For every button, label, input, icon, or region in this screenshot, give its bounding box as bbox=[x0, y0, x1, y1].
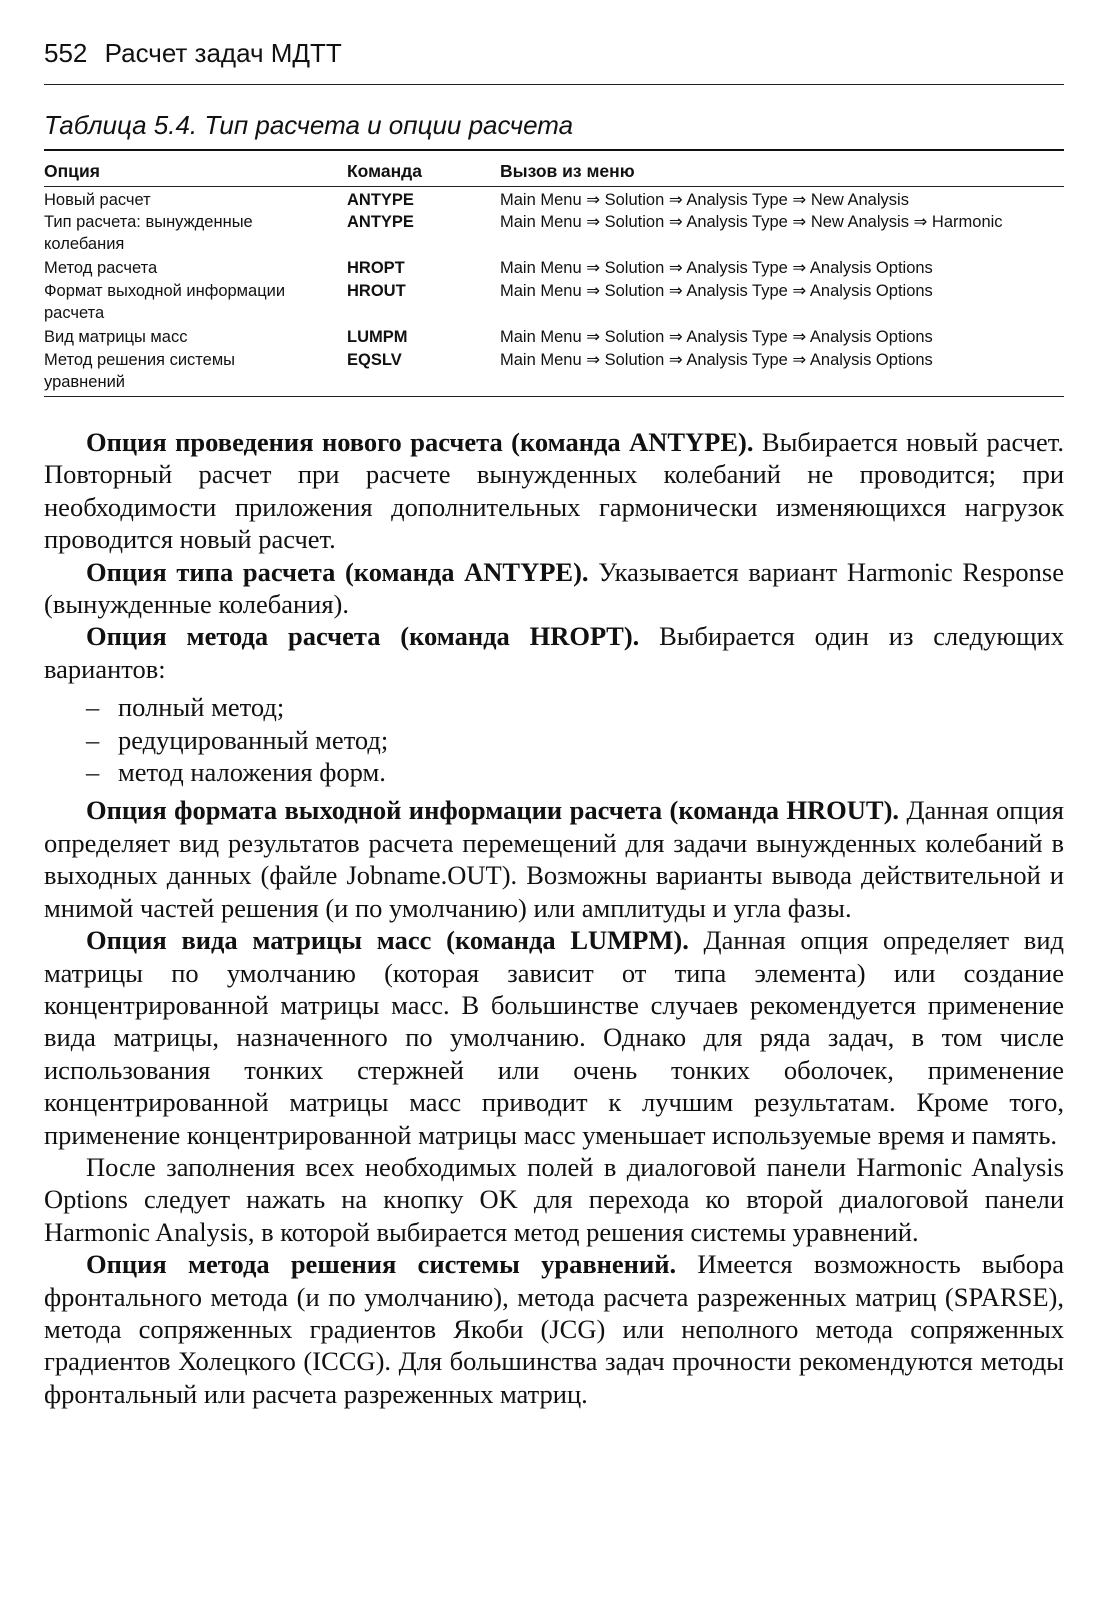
paragraph-method: Опция метода расчета (команда HROPT). Выбирается один из следующих вариантов: bbox=[44, 621, 1064, 684]
table-cell-menu: Main Menu ⇒ Solution ⇒ Analysis Type ⇒ Analysis Options bbox=[500, 328, 933, 346]
paragraph-output-format: Опция формата выходной информации расчета (команда HROUT). Данная опция определяет вид результатов расчета перемещений для задачи вынужденных колебаний в выходных данных (файле Jobname.OUT). Возможны варианты вывода действительной и мнимой частей решения (и по умолчанию) или амплитуды и угла фазы. bbox=[44, 795, 1064, 923]
paragraph-new-analysis: Опция проведения нового расчета (команда ANTYPE). Выбирается новый расчет. Повторный расчет при расчете вынужденных колебаний не проводится; при необходимости приложения дополнительных гармонически изменяющихся нагрузок проводится новый расчет. bbox=[44, 427, 1064, 555]
table-cell-command: EQSLV bbox=[347, 351, 402, 369]
paragraph-dialog: После заполнения всех необходимых полей в диалоговой панели Harmonic Analysis Options следует нажать на кнопку OK для перехода ко второй диалоговой панели Harmonic Analysis, в которой выбирается метод решения системы уравнений. bbox=[44, 1151, 1064, 1247]
running-header bbox=[44, 38, 1064, 82]
paragraph-heading: Опция проведения нового расчета (команда ANTYPE). bbox=[86, 427, 754, 457]
table-cell-menu: Main Menu ⇒ Solution ⇒ Analysis Type ⇒ Analysis Options bbox=[500, 282, 933, 300]
page-number: 552 bbox=[44, 38, 88, 68]
table-header-command: Команда bbox=[347, 161, 422, 181]
list-item: – полный метод; bbox=[86, 692, 285, 723]
running-title: Расчет задач МДТТ bbox=[104, 38, 342, 68]
paragraph-analysis-type: Опция типа расчета (команда ANTYPE). Указывается вариант Harmonic Response (вынужденные колебания). bbox=[44, 556, 1065, 620]
table-cell-command: LUMPM bbox=[347, 328, 408, 346]
table-header-rule bbox=[44, 186, 1064, 187]
header-rule bbox=[44, 84, 1064, 85]
paragraph-heading: Опция метода решения системы уравнений. bbox=[86, 1249, 677, 1280]
paragraph-heading: Опция формата выходной информации расчета (команда HROUT). bbox=[86, 795, 900, 826]
table-cell-menu: Main Menu ⇒ Solution ⇒ Analysis Type ⇒ Analysis Options bbox=[500, 259, 933, 277]
method-list bbox=[44, 691, 1064, 788]
list-item: – метод наложения форм. bbox=[86, 757, 386, 788]
paragraph-mass-matrix: Опция вида матрицы масс (команда LUMPM). Данная опция определяет вид матрицы по умолчанию (которая зависит от типа элемента) или создание концентрированной матрицы масс. В большинстве случаев рекомендуется применение вида матрицы, назначенного по умолчанию. Однако для ряда задач, в том числе использования тонких стержней или очень тонких оболочек, применение концентрированной матрицы масс приводит к лучшим результатам. Кроме того, применение концентрированной матрицы масс уменьшает используемые время и память. bbox=[44, 925, 1064, 1150]
table-cell-menu: Main Menu ⇒ Solution ⇒ Analysis Type ⇒ New Analysis ⇒ Harmonic bbox=[500, 213, 1003, 231]
body-text bbox=[44, 426, 1064, 1410]
table-cell-option: Вид матрицы масс bbox=[44, 328, 188, 346]
table-cell-option: Метод расчета bbox=[44, 259, 158, 277]
table-cell-option: Новый расчет bbox=[44, 191, 151, 209]
table-cell-command: HROUT bbox=[347, 282, 406, 300]
table-cell-command: ANTYPE bbox=[347, 191, 414, 209]
table-cell-menu: Main Menu ⇒ Solution ⇒ Analysis Type ⇒ New Analysis bbox=[500, 191, 909, 209]
table-caption: Таблица 5.4. Тип расчета и опции расчета bbox=[44, 110, 574, 140]
list-item: – редуцированный метод; bbox=[86, 724, 389, 755]
table-cell-option: Тип расчета: вынужденные колебания bbox=[44, 213, 253, 253]
paragraph-heading: Опция метода расчета (команда HROPT). bbox=[86, 621, 640, 652]
table-top-rule bbox=[44, 149, 1064, 151]
table-cell-option: Метод решения системы уравнений bbox=[44, 351, 236, 391]
table-cell-option: Формат выходной информации расчета bbox=[44, 282, 286, 322]
table-bottom-rule bbox=[44, 396, 1064, 397]
paragraph-heading: Опция вида матрицы масс (команда LUMPM). bbox=[86, 925, 689, 956]
table-header-option: Опция bbox=[44, 161, 100, 181]
table-cell-command: ANTYPE bbox=[347, 213, 414, 231]
table-cell-command: HROPT bbox=[347, 259, 405, 277]
table-cell-menu: Main Menu ⇒ Solution ⇒ Analysis Type ⇒ Analysis Options bbox=[500, 351, 933, 369]
paragraph-equation-solver: Опция метода решения системы уравнений. Имеется возможность выбора фронтального метода (и по умолчанию), метода расчета разреженных матриц (SPARSE), метода сопряженных градиентов Якоби (JCG) или неполного метода сопряженных градиентов Холецкого (ICCG). Для большинства задач прочности рекомендуются методы фронтальный или расчета разреженных матриц. bbox=[44, 1249, 1064, 1409]
table-header-menu: Вызов из меню bbox=[500, 161, 635, 181]
paragraph-heading: Опция типа расчета (команда ANTYPE). bbox=[86, 556, 589, 587]
